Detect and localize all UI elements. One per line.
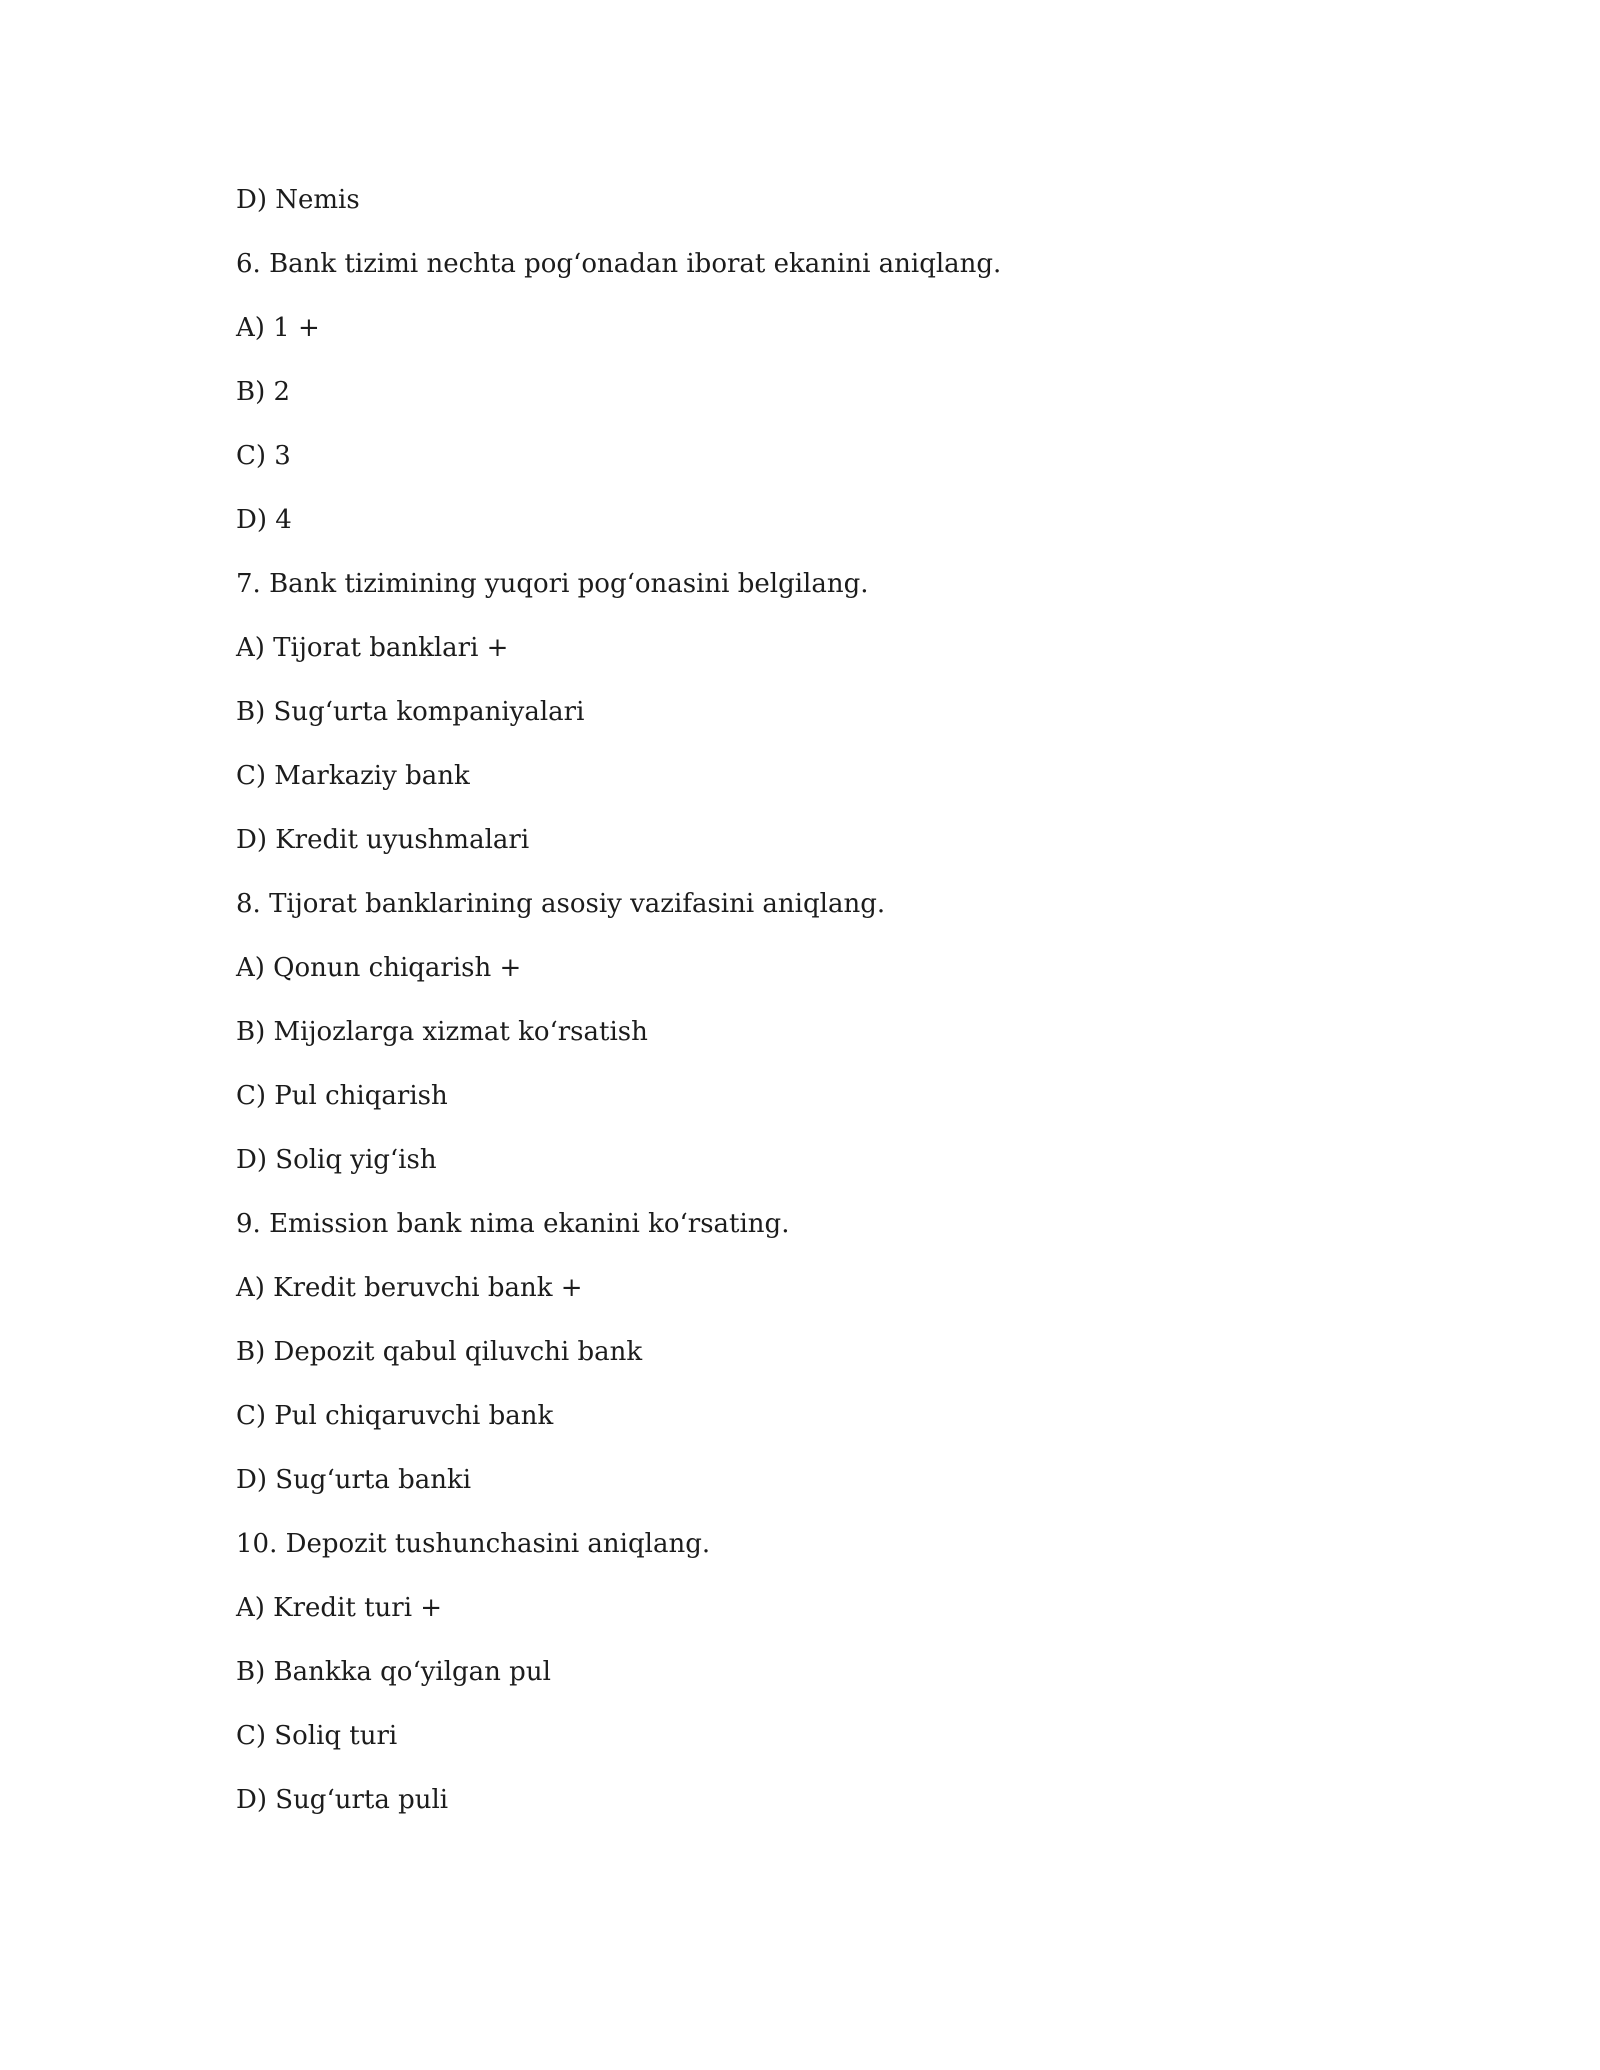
question-6: 6. Bank tizimi nechta pog‘onadan iborat ekanini aniqlang. [236,249,1002,279]
answer-option-a: A) Tijorat banklari + [236,633,509,663]
question-8: 8. Tijorat banklarining asosiy vazifasini aniqlang. [236,889,886,919]
answer-option-d: D) 4 [236,505,292,535]
answer-option-b: B) Bankka qo‘yilgan pul [236,1657,551,1687]
answer-option-a: A) Qonun chiqarish + [236,953,522,983]
answer-option-c: C) Pul chiqaruvchi bank [236,1401,554,1431]
answer-option-b: B) 2 [236,377,291,407]
question-10: 10. Depozit tushunchasini aniqlang. [236,1529,711,1559]
answer-option-d: D) Nemis [236,185,360,215]
answer-option-d: D) Sug‘urta banki [236,1465,472,1495]
answer-option-d: D) Soliq yig‘ish [236,1145,437,1175]
answer-option-a: A) Kredit turi + [236,1593,443,1623]
answer-option-c: C) Soliq turi [236,1721,398,1751]
answer-option-a: A) Kredit beruvchi bank + [236,1273,583,1303]
answer-option-b: B) Mijozlarga xizmat ko‘rsatish [236,1017,648,1047]
answer-option-b: B) Sug‘urta kompaniyalari [236,697,585,727]
document-body [236,182,1436,1846]
answer-option-d: D) Sug‘urta puli [236,1785,449,1815]
answer-option-a: A) 1 + [236,313,320,343]
answer-option-c: C) Pul chiqarish [236,1081,448,1111]
answer-option-b: B) Depozit qabul qiluvchi bank [236,1337,643,1367]
question-7: 7. Bank tizimining yuqori pog‘onasini belgilang. [236,569,869,599]
answer-option-c: C) Markaziy bank [236,761,470,791]
question-9: 9. Emission bank nima ekanini ko‘rsating. [236,1209,790,1239]
answer-option-c: C) 3 [236,441,291,471]
answer-option-d: D) Kredit uyushmalari [236,825,530,855]
